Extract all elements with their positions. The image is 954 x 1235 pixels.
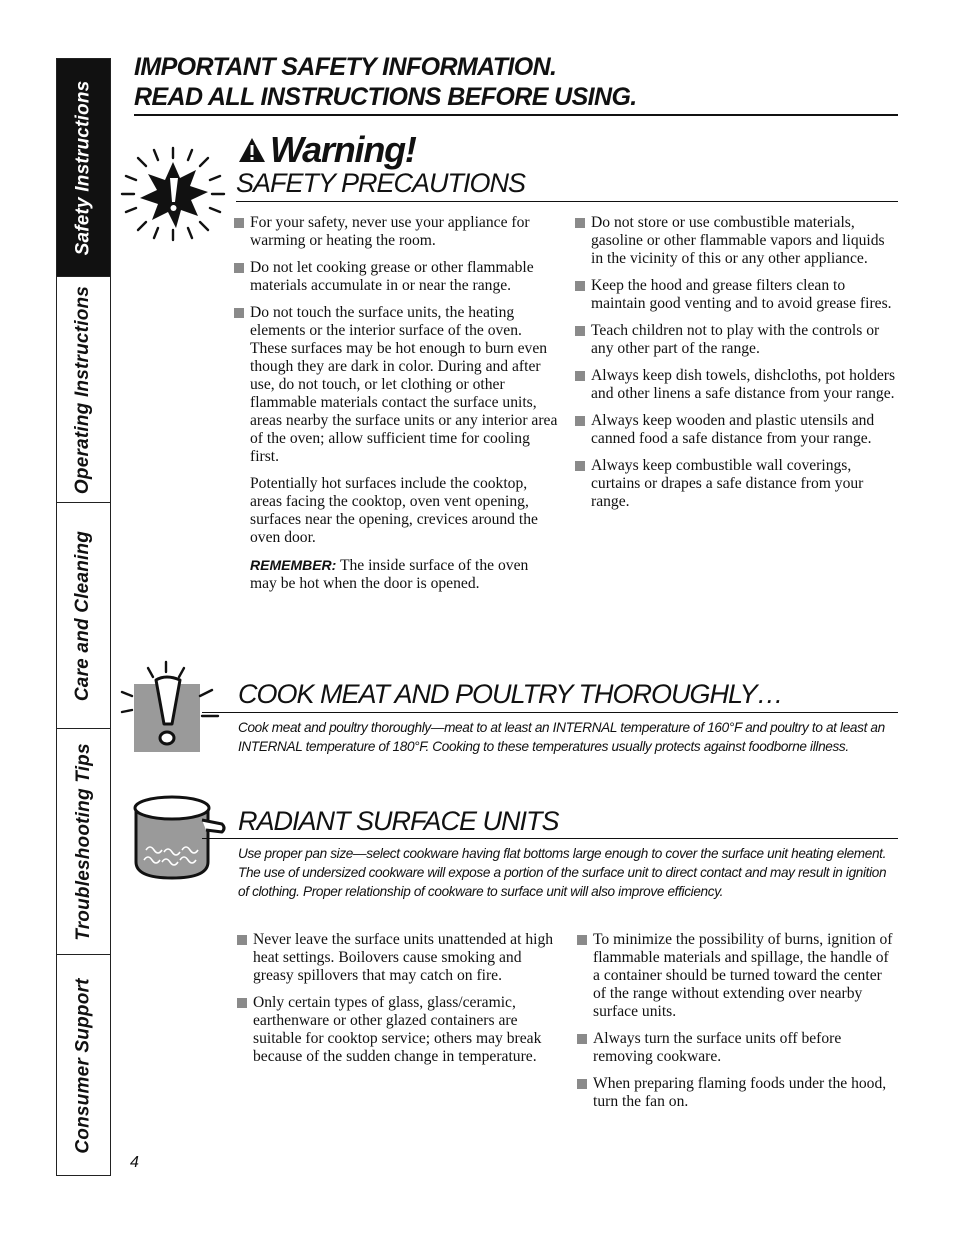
list-item: Do not let cooking grease or other flammable materials accumulate in or near the range. — [234, 259, 558, 295]
list-item: Keep the hood and grease filters clean to maintain good venting and to avoid grease fires. — [575, 277, 897, 313]
page-number: 4 — [130, 1154, 139, 1171]
remember-text: The inside surface of the oven may be hot when the door is opened. — [250, 557, 529, 592]
remember-paragraph — [234, 556, 558, 593]
exclamation-caution-icon — [120, 660, 224, 756]
section-rule — [202, 712, 898, 713]
list-item: Teach children not to play with the controls or any other part of the range. — [575, 322, 897, 358]
list-item: To minimize the possibility of burns, ignition of flammable materials and spillage, the handle of a container should be turned toward the center of the range without extending over nearby surface units. — [577, 931, 897, 1021]
tab-safety-instructions[interactable] — [57, 59, 110, 277]
bullet-square-icon — [577, 1079, 587, 1089]
warning-title: Warning! — [270, 129, 416, 170]
page-title — [134, 52, 898, 112]
remember-label: REMEMBER: — [250, 557, 337, 573]
warning-heading — [238, 130, 416, 170]
radiant-right-list — [577, 931, 897, 1120]
hot-surfaces-paragraph: Potentially hot surfaces include the cooktop, areas facing the cooktop, oven vent opening, surfaces near the opening, crevices around the oven door. — [250, 475, 538, 546]
bullet-square-icon — [577, 1034, 587, 1044]
page-title-line1: IMPORTANT SAFETY INFORMATION. — [134, 53, 557, 81]
cook-meat-title: COOK MEAT AND POULTRY THOROUGHLY… — [238, 679, 783, 709]
bullet-square-icon — [575, 461, 585, 471]
bullet-square-icon — [575, 326, 585, 336]
bullet-square-icon — [237, 998, 247, 1008]
warning-triangle-icon — [238, 137, 266, 163]
list-item: Always keep dish towels, dishcloths, pot holders and other linens a safe distance from your range. — [575, 367, 897, 403]
radiant-surface-title: RADIANT SURFACE UNITS — [238, 806, 559, 836]
tab-troubleshooting-tips[interactable] — [57, 729, 110, 955]
side-tabs — [56, 58, 111, 1176]
bullet-square-icon — [575, 218, 585, 228]
list-item: Do not store or use combustible materials, gasoline or other flammable vapors and liquids in the vicinity of this or any other appliance. — [575, 214, 897, 268]
tab-consumer-support[interactable] — [57, 955, 110, 1177]
bullet-square-icon — [575, 281, 585, 291]
title-rule — [134, 114, 898, 116]
list-item: When preparing flaming foods under the hood, turn the fan on. — [577, 1075, 897, 1111]
bullet-square-icon — [575, 371, 585, 381]
starburst-warning-icon — [118, 144, 228, 244]
page-title-line2: READ ALL INSTRUCTIONS BEFORE USING. — [134, 83, 637, 111]
list-item: For your safety, never use your appliance for warming or heating the room. — [234, 214, 558, 250]
safety-precautions-subtitle: SAFETY PRECAUTIONS — [236, 168, 526, 198]
list-item: Never leave the surface units unattended at high heat settings. Boilovers cause smoking and greasy spillovers that may catch on fire. — [237, 931, 559, 985]
warning-left-list — [234, 214, 558, 602]
tab-care-and-cleaning[interactable] — [57, 503, 110, 729]
radiant-intro-text: Use proper pan size—select cookware having flat bottoms large enough to cover the surface unit heating element. The use of undersized cookware will expose a portion of the surface unit to direct contact and may result in ignition of clothing. Proper relationship of cookware to surface unit will also improve efficiency. — [238, 846, 887, 899]
section-rule — [202, 838, 898, 839]
tab-label: Safety Instructions — [72, 80, 94, 255]
list-item: Only certain types of glass, glass/ceramic, earthenware or other glazed containers are suitable for cooktop service; others may break because of the sudden change in temperature. — [237, 994, 559, 1066]
bullet-square-icon — [234, 218, 244, 228]
tab-label: Troubleshooting Tips — [72, 742, 94, 941]
tab-label: Operating Instructions — [72, 285, 94, 494]
list-item: Always turn the surface units off before removing cookware. — [577, 1030, 897, 1066]
bullet-square-icon — [577, 935, 587, 945]
tab-label: Care and Cleaning — [72, 530, 94, 701]
bullet-square-icon — [234, 263, 244, 273]
radiant-left-list — [237, 931, 559, 1075]
bullet-square-icon — [234, 308, 244, 318]
tab-label: Consumer Support — [72, 978, 94, 1154]
section-rule — [236, 201, 898, 202]
bullet-square-icon — [575, 416, 585, 426]
cook-meat-text: Cook meat and poultry thoroughly—meat to at least an INTERNAL temperature of 160°F and poultry to at least an INTERNAL temperature of 180°F. Cooking to these temperatures usually protects against foodborne illness. — [238, 720, 885, 754]
list-item: Do not touch the surface units, the heating elements or the interior surface of the oven. These surfaces may be hot enough to burn even though they are dark in color. During and after use, do not touch, or let clothing or other flammable materials contact the surface units, areas nearby the surface units or any interior area of the oven; allow sufficient time for cooling first. — [234, 304, 558, 466]
warning-right-list — [575, 214, 897, 520]
bullet-square-icon — [237, 935, 247, 945]
list-item: Always keep wooden and plastic utensils and canned food a safe distance from your range. — [575, 412, 897, 448]
tab-operating-instructions[interactable] — [57, 277, 110, 503]
list-item: Always keep combustible wall coverings, curtains or drapes a safe distance from your range. — [575, 457, 897, 511]
